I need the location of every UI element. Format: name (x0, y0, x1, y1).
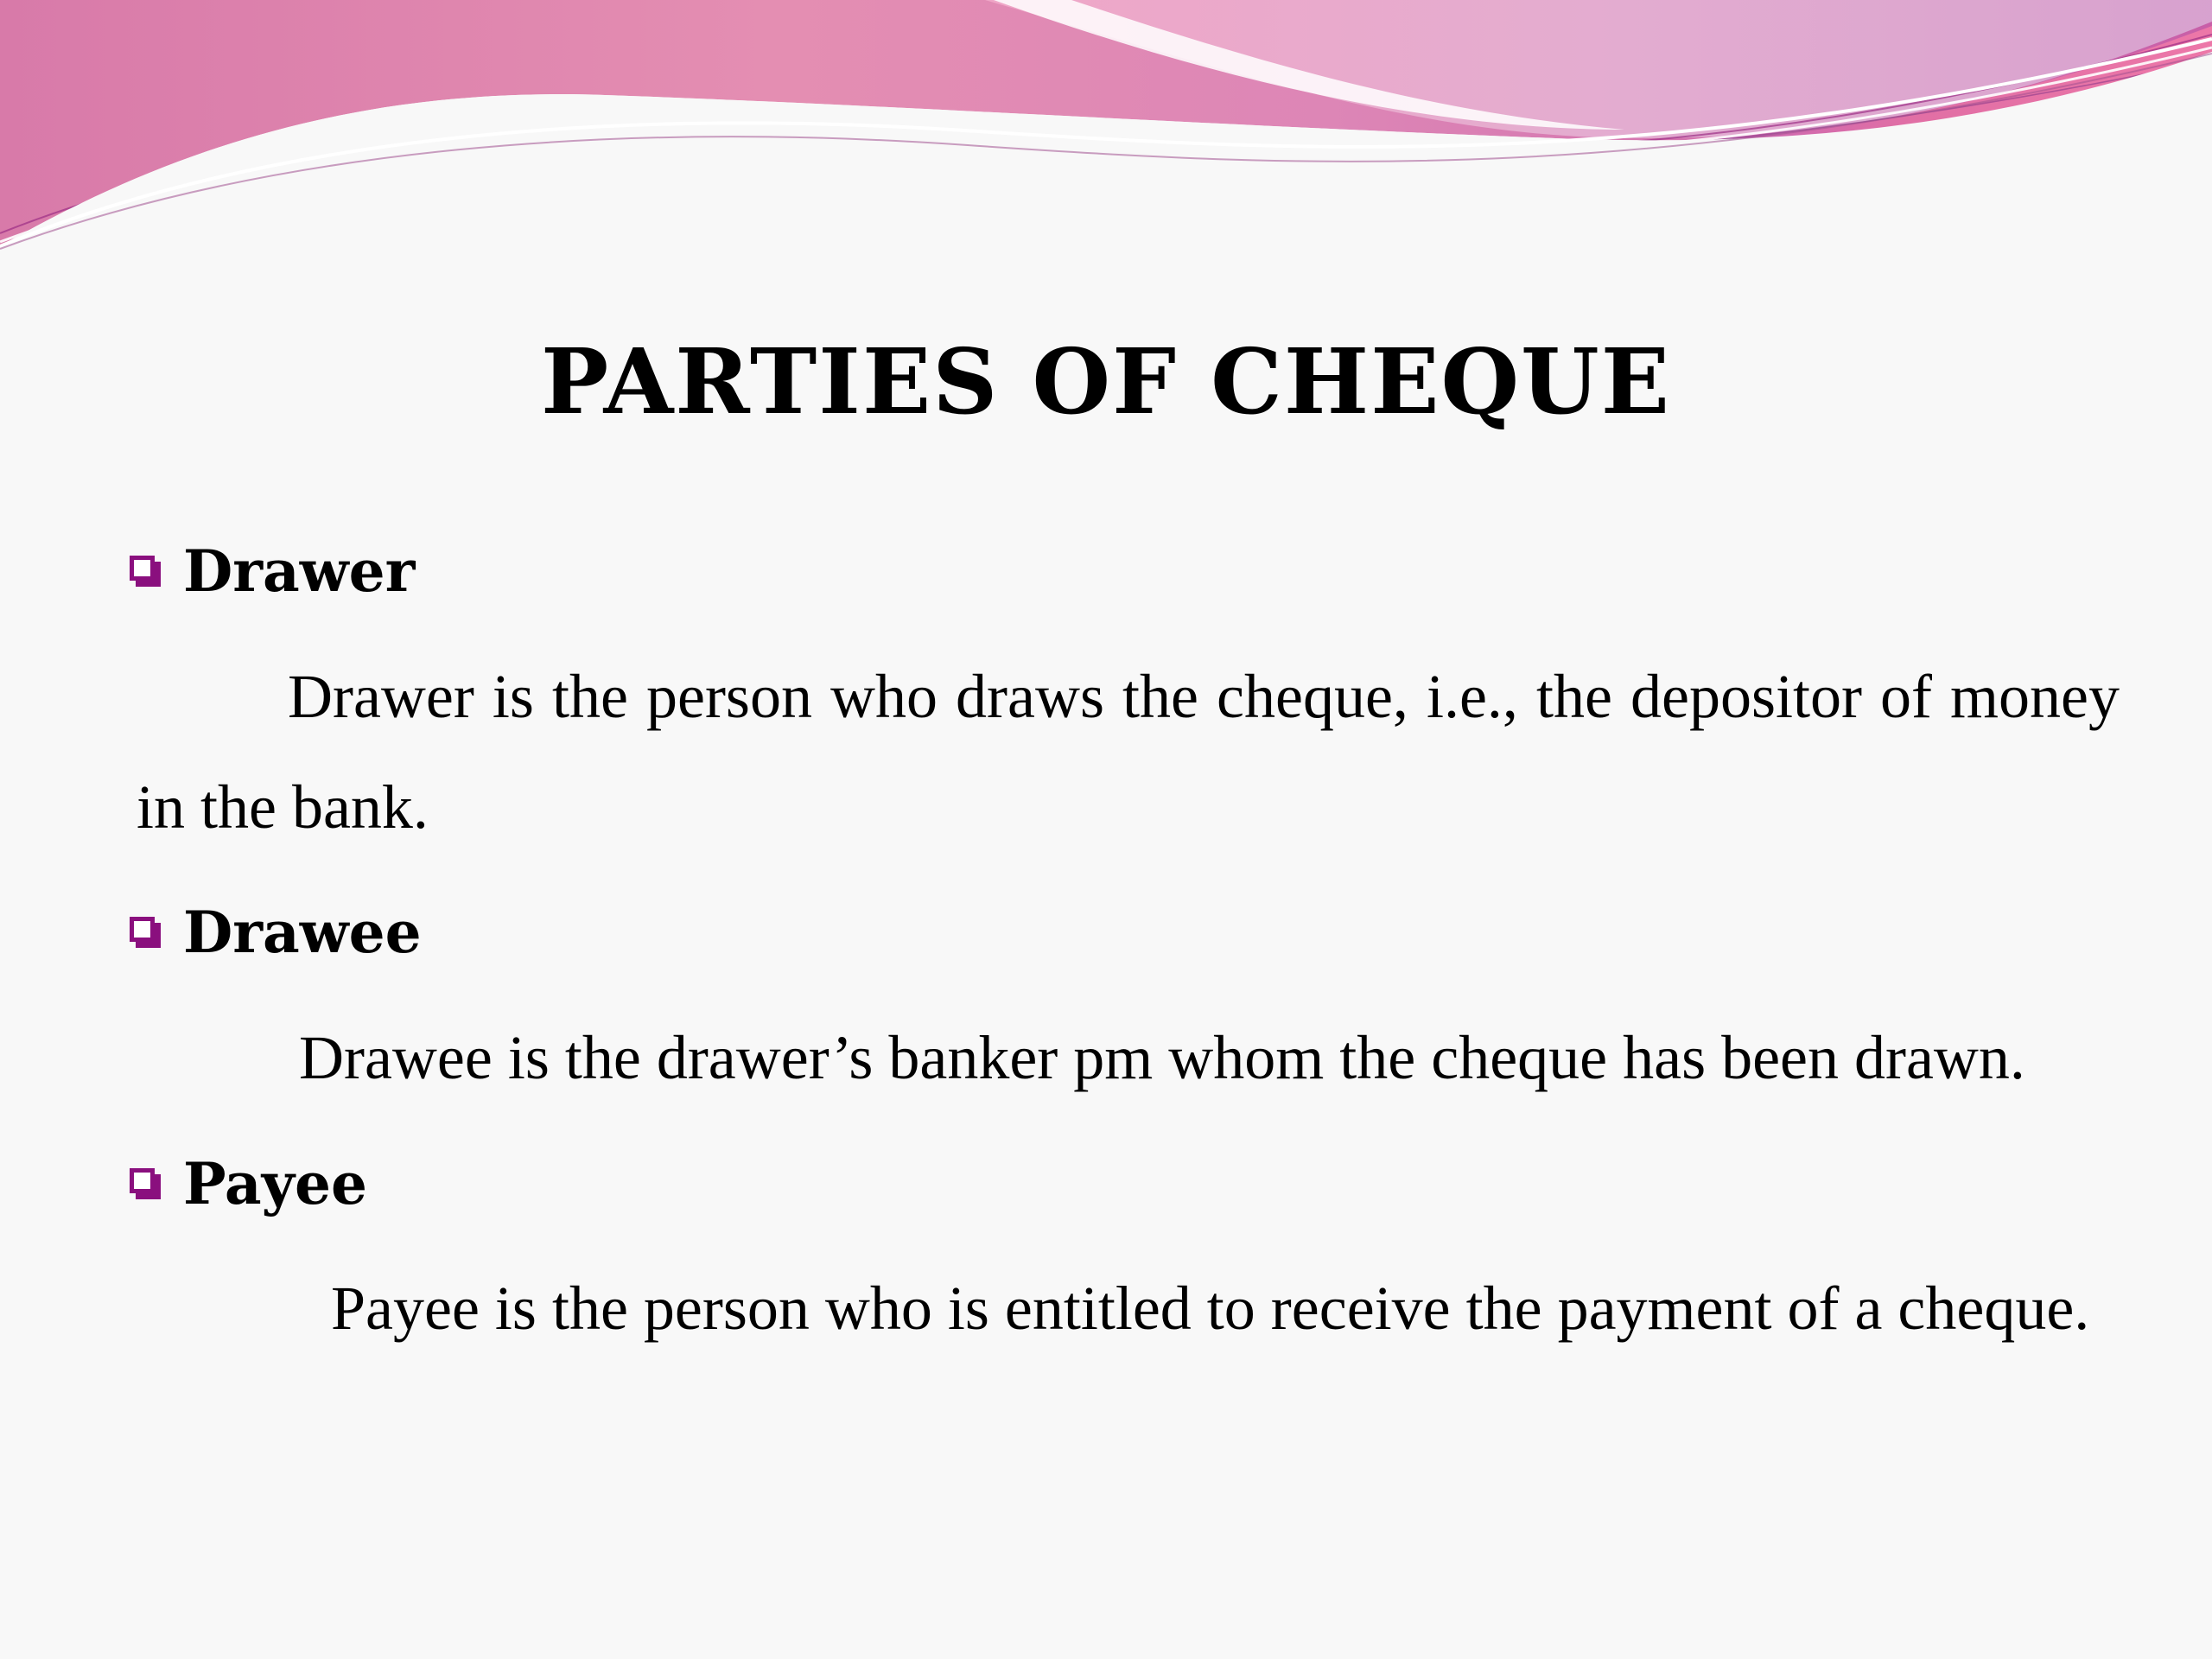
section-text-payee (137, 1253, 2120, 1363)
heading-label: Drawee (183, 899, 422, 966)
paragraph-text: Payee is the person who is entitled to receive the payment of a cheque. (331, 1274, 2090, 1343)
section-heading-payee (130, 1150, 367, 1217)
checkbox-bullet-icon (130, 556, 161, 587)
paragraph-text: Drawer is the person who draws the cheque, i.e., the depositor of money in the bank. (137, 662, 2120, 842)
heading-label: Payee (183, 1150, 367, 1217)
section-text-drawee (137, 1002, 2120, 1113)
checkbox-bullet-icon (130, 1168, 161, 1199)
section-heading-drawee (130, 899, 422, 966)
decorative-wave-banner (0, 0, 2212, 259)
paragraph-text: Drawee is the drawer’s banker pm whom the cheque has been drawn. (299, 1023, 2025, 1092)
section-text-drawer (137, 641, 2120, 862)
heading-label: Drawer (183, 537, 416, 605)
checkbox-bullet-icon (130, 917, 161, 948)
slide-title: PARTIES OF CHEQUE (540, 328, 1672, 435)
section-heading-drawer (130, 537, 416, 605)
